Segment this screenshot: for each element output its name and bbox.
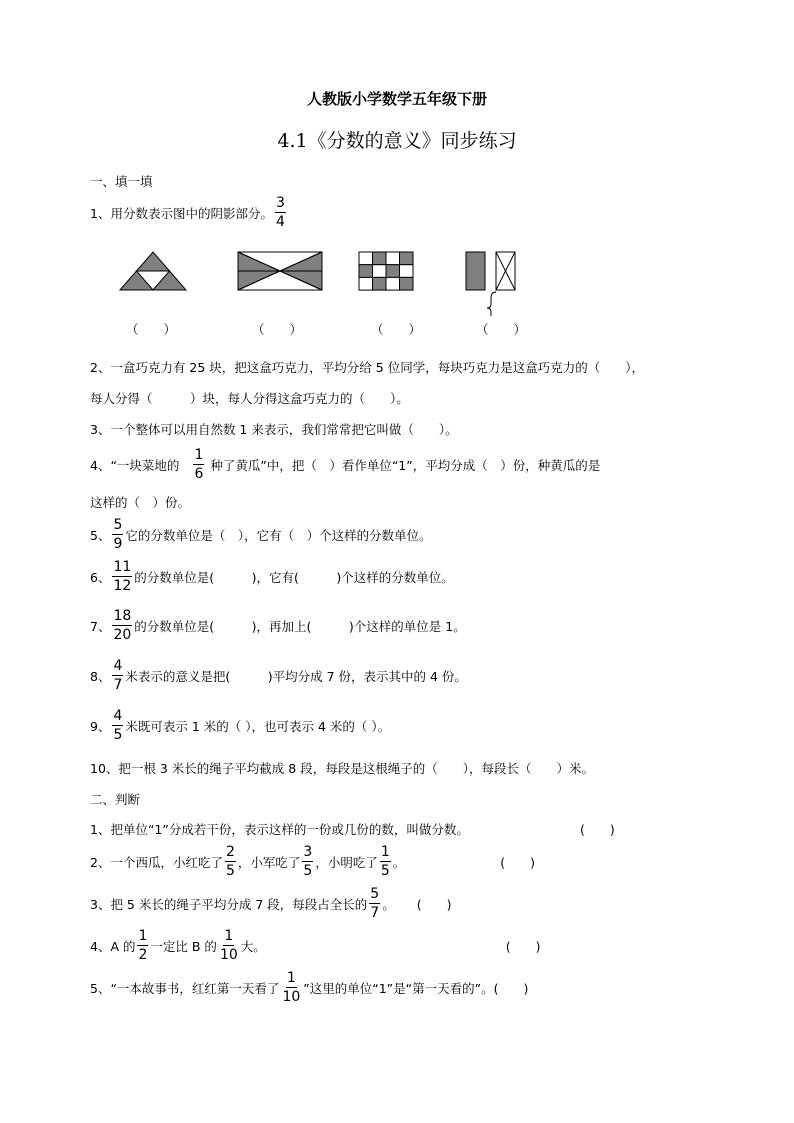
q1-figures — [110, 246, 570, 316]
triangle-figure — [120, 252, 186, 290]
page-title: 人教版小学数学五年级下册 — [306, 90, 487, 108]
q10: 10、把一根 3 米长的绳子平均截成 8 段，每段是这根绳子的（ ），每段长（ ）米。 — [90, 761, 594, 776]
two-squares-figure — [466, 252, 515, 316]
judge-3: 3、把 5 米长的绳子平均分成 7 段，每段占全长的 $\frac{5}{7}$ 。 ( ) — [90, 886, 452, 921]
q1-answer-blank-3[interactable]: （ ） — [371, 322, 422, 337]
q3: 3、一个整体可以用自然数 1 来表示，我们常常把它叫做（ ）。 — [90, 422, 458, 437]
q2-line2: 每人分得（ ）块，每人分得这盒巧克力的（ ）。 — [90, 391, 409, 406]
judge-3-paren[interactable]: ( ) — [416, 896, 452, 912]
q1-answer-blank-2[interactable]: （ ） — [252, 322, 303, 337]
judge-4-paren[interactable]: ( ) — [505, 938, 541, 954]
judge-4-fraction-1: $\frac{1}{2}$ — [138, 928, 148, 963]
q5: 5、 $\frac{5}{9}$ 它的分数单位是（ ），它有（ ）个这样的分数单位。 — [90, 517, 432, 552]
q4-fraction: $\frac{1}{6}$ — [194, 447, 204, 482]
q1-answer-blank-1[interactable]: （ ） — [126, 322, 177, 337]
q2-line1: 2、一盒巧克力有 25 块，把这盒巧克力，平均分给 5 位同学，每块巧克力是这盒巧克力的（ ）， — [90, 360, 644, 375]
q8-fraction: $\frac{4}{7}$ — [113, 658, 123, 693]
judge-2-fraction-3: $\frac{1}{5}$ — [380, 844, 390, 879]
judge-2-paren[interactable]: ( ) — [500, 854, 536, 870]
judge-1-paren[interactable]: ( ) — [580, 822, 615, 837]
judge-4: 4、A 的 $\frac{1}{2}$ 一定比 B 的 $\frac{1}{10}$ 大。 ( ) — [90, 928, 541, 963]
q8: 8、 $\frac{4}{7}$ 米表示的意义是把( )平均分成 7 份，表示其中的 4 份。 — [90, 658, 467, 693]
judge-3-fraction: $\frac{5}{7}$ — [370, 886, 380, 921]
q6: 6、 $\frac{11}{12}$ 的分数单位是( )，它有( )个这样的分数单位。 — [90, 559, 454, 594]
q4: 4、“一块菜地的 $\frac{1}{6}$ 种了黄瓜”中，把（ ）看作单位“1”，平均分成（ ）份，种黄瓜的是 — [90, 447, 601, 482]
q1: 1、用分数表示图中的阴影部分。 $\frac{3}{4}$ — [90, 195, 285, 230]
q1-fraction: $\frac{3}{4}$ — [275, 195, 285, 230]
section1-heading: 一、填一填 — [90, 174, 153, 189]
q7-fraction: $\frac{18}{20}$ — [113, 608, 132, 643]
q9: 9、 $\frac{4}{5}$ 米既可表示 1 米的（ ），也可表示 4 米的（ ）。 — [90, 708, 391, 743]
q7: 7、 $\frac{18}{20}$ 的分数单位是( )，再加上( )个这样的单位是 1。 — [90, 608, 466, 643]
judge-5: 5、“一本故事书，红红第一天看了 $\frac{1}{10}$ ”这里的单位“1”是“第一天看的”。 ( ) — [90, 970, 529, 1005]
q4-line2: 这样的（ ）份。 — [90, 495, 191, 510]
judge-5-fraction: $\frac{1}{10}$ — [282, 970, 301, 1005]
page-subtitle: 4.1《分数的意义》同步练习 — [277, 130, 517, 152]
judge-5-paren[interactable]: ( ) — [493, 980, 529, 996]
q6-fraction: $\frac{11}{12}$ — [113, 559, 132, 594]
rectangle-diagonal-figure — [238, 252, 322, 290]
q1-answer-blank-4[interactable]: （ ） — [476, 322, 527, 337]
judge-2-fraction-2: $\frac{3}{5}$ — [303, 844, 313, 879]
judge-4-fraction-2: $\frac{1}{10}$ — [219, 928, 238, 963]
judge-2: 2、一个西瓜，小红吃了 $\frac{2}{5}$ ，小军吃了 $\frac{3}{5}$ ，小明吃了 $\frac{1}{5}$ 。 ( ) — [90, 844, 536, 879]
checkerboard-figure — [359, 252, 413, 290]
judge-2-fraction-1: $\frac{2}{5}$ — [225, 844, 235, 879]
section2-heading: 二、判断 — [90, 792, 141, 807]
q5-fraction: $\frac{5}{9}$ — [113, 517, 123, 552]
q9-fraction: $\frac{4}{5}$ — [113, 708, 123, 743]
judge-1: 1、把单位“1”分成若干份，表示这样的一份或几份的数，叫做分数。 ( ) — [90, 822, 615, 837]
